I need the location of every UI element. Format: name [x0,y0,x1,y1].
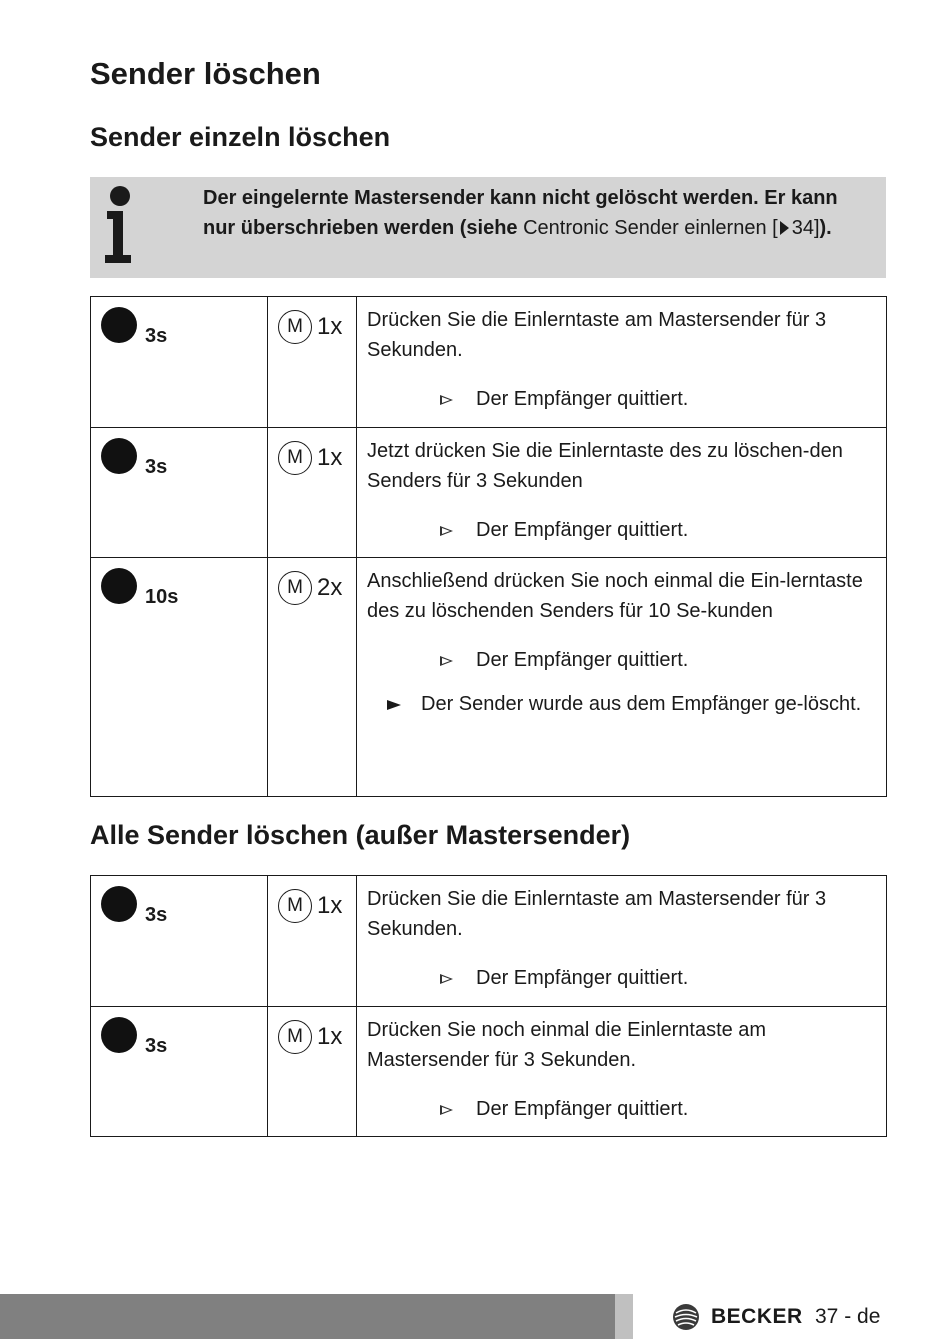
page-number: 37 - de [815,1305,881,1328]
m-button-icon: M [278,310,312,344]
press-indicator-icon [101,568,137,604]
step-text: Drücken Sie die Einlerntaste am Mastersender für 3 Sekunden. [367,888,827,940]
page-title: Sender löschen [90,56,321,91]
table-row [91,297,887,428]
brand-name: BECKER [711,1305,803,1328]
press-count: 2x [317,574,343,601]
all-steps-table [90,875,887,1137]
press-indicator-icon [101,438,137,474]
step-text: Anschließend drücken Sie noch einmal die Ein-lerntaste des zu löschenden Senders für 10 Se-kunden [367,570,863,622]
press-indicator-icon [101,886,137,922]
result-arrow-icon [440,974,453,984]
press-indicator-icon [101,1017,137,1053]
table-row [91,428,887,558]
table-row [91,876,887,1007]
info-icon-stem [105,211,131,263]
m-button-icon: M [278,1020,312,1054]
press-indicator-icon [101,307,137,343]
press-count: 1x [317,1023,343,1050]
press-count: 1x [317,892,343,919]
m-button-icon: M [278,571,312,605]
m-button-icon: M [278,889,312,923]
press-count: 1x [317,313,343,340]
footer-bar-accent [615,1294,633,1339]
info-note-text: Der eingelernte Mastersender kann nicht gelöscht werden. Er kann nur überschrieben werden (siehe Centronic Sender einlernen [ 34]). [203,187,838,239]
section-title-single: Sender einzeln löschen [90,122,391,152]
step-result: Der Empfänger quittiert. [440,1095,876,1125]
step-result: Der Empfänger quittiert. [440,516,876,546]
m-button-icon: M [278,441,312,475]
result-arrow-icon [440,395,453,405]
result-arrow-icon [440,526,453,536]
press-duration: 3s [145,904,168,926]
final-result: Der Sender wurde aus dem Empfänger ge-löscht. [367,690,876,720]
play-icon [780,221,789,235]
press-duration: 10s [145,586,179,608]
info-note [90,177,886,278]
note-link[interactable]: Centronic Sender einlernen [ 34] [523,217,820,239]
step-result: Der Empfänger quittiert. [440,646,876,676]
step-result: Der Empfänger quittiert. [440,964,876,994]
result-arrow-icon [440,1105,453,1115]
single-steps-table [90,296,887,797]
press-duration: 3s [145,325,168,347]
step-result: Der Empfänger quittiert. [440,385,876,415]
step-text: Drücken Sie die Einlerntaste am Mastersender für 3 Sekunden. [367,309,827,361]
result-arrow-icon [440,656,453,666]
step-text: Drücken Sie noch einmal die Einlerntaste am Mastersender für 3 Sekunden. [367,1019,767,1071]
press-duration: 3s [145,1035,168,1057]
table-row [91,558,887,797]
footer-bar [0,1294,615,1339]
final-arrow-icon [387,700,401,710]
press-duration: 3s [145,456,168,478]
table-row [91,1007,887,1137]
section-title-all: Alle Sender löschen (außer Mastersender) [90,820,631,850]
step-text: Jetzt drücken Sie die Einlerntaste des zu löschen-den Senders für 3 Sekunden [367,440,843,492]
info-icon [110,186,130,206]
becker-logo-icon [672,1303,700,1331]
note-bold-text: Der eingelernte Mastersender kann nicht gelöscht werden. Er kann nur überschrieben werden (siehe [203,187,838,239]
press-count: 1x [317,444,343,471]
